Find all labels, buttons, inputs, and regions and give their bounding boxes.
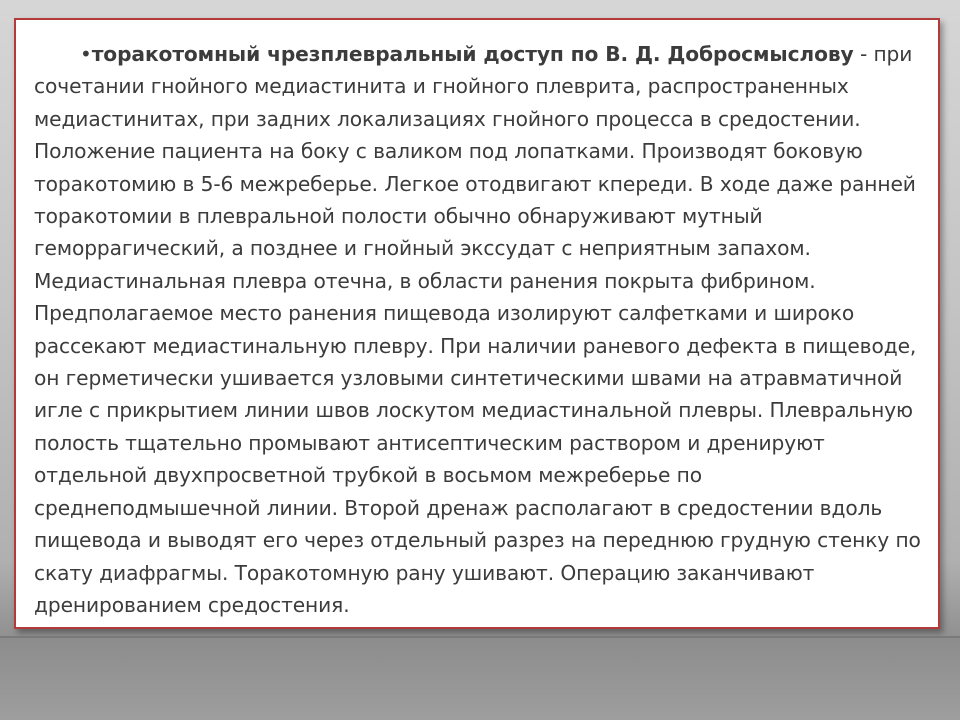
footer-band [0, 636, 960, 720]
slide-card [14, 18, 940, 629]
paragraph-body: - при сочетании гнойного медиастинита и гнойного плеврита, распространенных медиастинитах, при задних локализациях гнойного процесса в средостении. Положение пациента на боку с валиком под лопатками. Производят боковую торакотомию в 5-6 межреберье. Легкое отодвигают кпереди. В ходе даже ранней торакотомии в плевральной полости обычно обнаруживают мутный геморрагический, а позднее и гнойный экссудат с неприятным запахом. Медиастинальная плевра отечна, в области ранения покрыта фибрином. Предполагаемое место ранения пищевода изолируют салфетками и широко рассекают медиастинальную плевру. При наличии раневого дефекта в пищеводе, он герметически ушивается узловыми синтетическими швами на атравматичной игле с прикрытием линии швов лоскутом медиастинальной плевры. Плевральную полость тщательно промывают антисептическим раствором и дренируют отдельной двухпросветной трубкой в восьмом межреберье по среднеподмышечной линии. Второй дренаж располагают в средостении вдоль пищевода и выводят его через отдельный разрез на переднюю грудную стенку по скату диафрагмы. Торакотомную рану ушивают. Операцию заканчивают дренированием средостения. [34, 42, 921, 617]
bullet-marker: • [80, 42, 92, 66]
slide-paragraph [34, 38, 934, 621]
paragraph-lead-bold: торакотомный чрезплевральный доступ по В. Д. Добросмыслову [91, 42, 854, 66]
